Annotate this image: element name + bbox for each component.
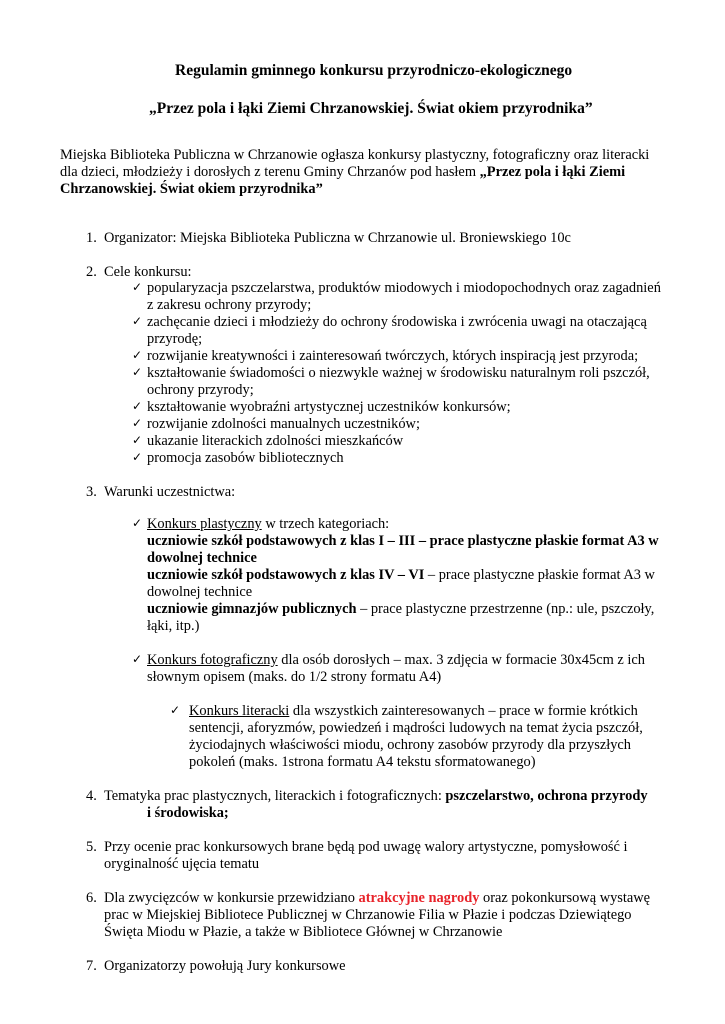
check-icon: ✓ xyxy=(132,348,143,362)
check-icon: ✓ xyxy=(132,416,143,430)
goal-item-cont: ochrony przyrody; xyxy=(147,382,254,398)
check-icon: ✓ xyxy=(132,450,143,464)
goal-item: kształtowanie świadomości o niezwykle ważnej w środowisku naturalnym roli pszczół, xyxy=(147,365,650,381)
check-icon: ✓ xyxy=(132,399,143,413)
literary-contest-cont: sentencji, aforyzmów, powiedzeń i mądrości ludowych na temat życia pszczół, xyxy=(189,720,643,736)
literary-contest-cont: pokoleń (maks. 1strona formatu A4 tekstu sformatowanego) xyxy=(189,754,536,770)
literary-contest-cont: życiodajnych właściwości miodu, ochrony zasobów przyrody dla przyszłych xyxy=(189,737,631,753)
check-icon: ✓ xyxy=(132,433,143,447)
section-1-number: 1. xyxy=(86,230,97,246)
art-category-1: uczniowie szkół podstawowych z klas I – III – prace plastyczne płaskie format A3 w xyxy=(147,533,659,549)
art-category-1-cont: dowolnej technice xyxy=(147,550,257,566)
section-6-number: 6. xyxy=(86,890,97,906)
art-contest-line: Konkurs plastyczny w trzech kategoriach: xyxy=(147,516,390,532)
intro-line-2: dla dzieci, młodzieży i dorosłych z terenu Gminy Chrzanów pod hasłem „Przez pola i łąki Ziemi xyxy=(60,164,626,180)
check-icon: ✓ xyxy=(132,314,143,328)
section-4-text-cont: i środowiska; xyxy=(147,805,229,821)
goal-item: kształtowanie wyobraźni artystycznej uczestników konkursów; xyxy=(147,399,511,415)
prize-highlight: atrakcyjne nagrody xyxy=(358,890,480,906)
check-icon: ✓ xyxy=(170,703,181,717)
section-3-title: Warunki uczestnictwa: xyxy=(104,484,236,500)
check-icon: ✓ xyxy=(132,280,143,294)
section-6-text-cont: prac w Miejskiej Bibliotece Publicznej w Chrzanowie Filia w Płazie i podczas Dziewiątego xyxy=(104,907,632,923)
section-1-text: Organizator: Miejska Biblioteka Publiczna w Chrzanowie ul. Broniewskiego 10c xyxy=(104,230,571,246)
section-7-text: Organizatorzy powołują Jury konkursowe xyxy=(104,958,346,974)
goal-item: rozwijanie kreatywności i zainteresowań twórczych, których inspiracją jest przyroda; xyxy=(147,348,639,364)
goal-item: popularyzacja pszczelarstwa, produktów miodowych i miodopochodnych oraz zagadnień xyxy=(147,280,661,296)
art-category-3: uczniowie gimnazjów publicznych – prace plastyczne przestrzenne (np.: ule, pszczoły, xyxy=(147,601,655,617)
section-3-number: 3. xyxy=(86,484,97,500)
section-5-number: 5. xyxy=(86,839,97,855)
section-5-text-cont: oryginalność ujęcia tematu xyxy=(104,856,260,872)
intro-line-3: Chrzanowskiej. Świat okiem przyrodnika” xyxy=(60,181,323,197)
section-2-title: Cele konkursu: xyxy=(104,264,192,280)
art-category-2-cont: dowolnej technice xyxy=(147,584,253,600)
section-5-text: Przy ocenie prac konkursowych brane będą pod uwagę walory artystyczne, pomysłowość i xyxy=(104,839,628,855)
goal-item: zachęcanie dzieci i młodzieży do ochrony środowiska i zwrócenia uwagi na otaczającą xyxy=(147,314,647,330)
goal-item: ukazanie literackich zdolności mieszkańców xyxy=(147,433,404,449)
document-subtitle: „Przez pola i łąki Ziemi Chrzanowskiej. Świat okiem przyrodnika” xyxy=(149,100,593,117)
section-7-number: 7. xyxy=(86,958,97,974)
intro-line-1: Miejska Biblioteka Publiczna w Chrzanowie ogłasza konkursy plastyczny, fotograficzny oraz literacki xyxy=(60,147,650,163)
section-4-number: 4. xyxy=(86,788,97,804)
art-category-2: uczniowie szkół podstawowych z klas IV – VI – prace plastyczne płaskie format A3 w xyxy=(147,567,655,583)
goal-item-cont: przyrodę; xyxy=(147,331,203,347)
art-category-3-cont: łąki, itp.) xyxy=(147,618,200,634)
section-6-text: Dla zwycięzców w konkursie przewidziano atrakcyjne nagrody oraz pokonkursową wystawę xyxy=(104,890,651,906)
literary-contest-line: Konkurs literacki dla wszystkich zainteresowanych – prace w formie krótkich xyxy=(189,703,638,719)
check-icon: ✓ xyxy=(132,652,143,666)
section-2-number: 2. xyxy=(86,264,97,280)
goal-item: promocja zasobów bibliotecznych xyxy=(147,450,344,466)
section-6-text-cont: Święta Miodu w Płazie, a także w Bibliotece Głównej w Chrzanowie xyxy=(104,924,503,940)
photo-contest-line: Konkurs fotograficzny dla osób dorosłych – max. 3 zdjęcia w formacie 30x45cm z ich xyxy=(147,652,645,668)
goal-item: rozwijanie zdolności manualnych uczestników; xyxy=(147,416,420,432)
check-icon: ✓ xyxy=(132,365,143,379)
goal-item-cont: z zakresu ochrony przyrody; xyxy=(147,297,312,313)
section-4-text: Tematyka prac plastycznych, literackich i fotograficznych: pszczelarstwo, ochrona przyrody xyxy=(104,788,648,804)
photo-contest-cont: słownym opisem (maks. do 1/2 strony formatu A4) xyxy=(147,669,442,685)
document-title: Regulamin gminnego konkursu przyrodniczo-ekologicznego xyxy=(175,62,573,79)
check-icon: ✓ xyxy=(132,516,143,530)
